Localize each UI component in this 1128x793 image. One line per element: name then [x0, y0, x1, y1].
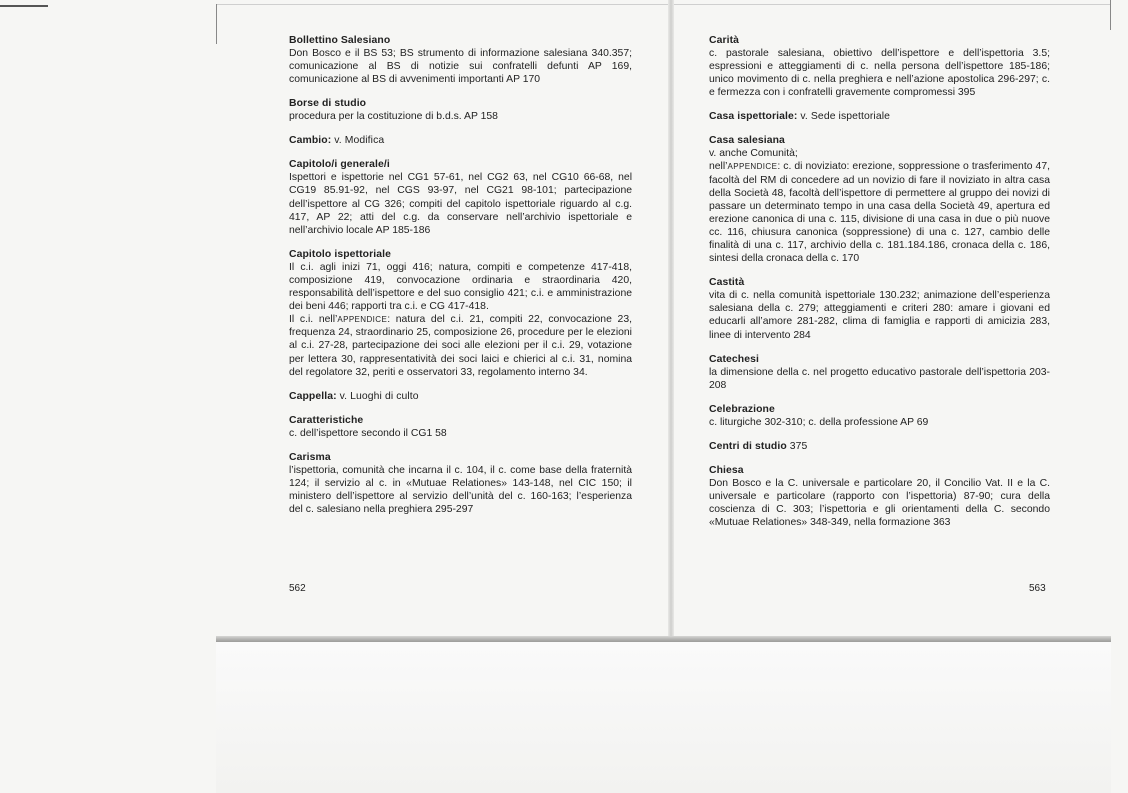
entry-body: [289, 47, 632, 86]
entry-heading: Bollettino Salesiano: [289, 35, 391, 46]
appendix-label: APPENDICE: [727, 162, 778, 172]
entry-heading: [289, 134, 632, 147]
index-entry: [289, 414, 632, 440]
entry-text: c. liturgiche 302-310; c. della professione AP 69: [709, 416, 929, 428]
entry-body: [289, 110, 632, 123]
appendix-label: APPENDICE: [337, 315, 388, 325]
entry-text: c. pastorale salesiana, obiettivo dell’ispettore e dell’ispettoria 3.5; espressioni e atteggiamenti di c. nella persona dell’ispettore 185-186; unico movimento di c. nella preghiera e nell’azione apostolica 296-297; c. e fermezza con i confratelli gravemente compromessi 395: [709, 48, 1050, 99]
entry-text: Don Bosco e il BS 53; BS strumento di informazione salesiana 340.357; comunicazione al BS di notizie sui confratelli defunti AP 169, comunicazione al BS di avvenimenti importanti AP 170: [289, 48, 632, 86]
entry-text-part: Il c.i. nell’: [289, 314, 338, 326]
entry-text: [709, 160, 1050, 265]
entry-heading-text: Cappella:: [289, 390, 337, 402]
cross-reference: v. Sede ispettoriale: [797, 111, 891, 123]
entry-body: [289, 427, 632, 440]
index-entry: [709, 403, 1050, 429]
entry-text: v. anche Comunità;: [709, 148, 798, 160]
entry-body: [709, 147, 1050, 265]
book-gutter: [668, 0, 674, 640]
page-left-edge: [216, 4, 217, 44]
entry-body: [709, 289, 1050, 341]
entry-heading-text: Casa ispettoriale:: [709, 111, 798, 123]
entry-heading: Casa salesiana: [709, 135, 785, 147]
entry-text-part: : natura del c.i. 21, compiti 22, convocazione 23, frequenza 24, straordinario 25, composizione 26, procedure per le elezioni al c.i. 27-28, partecipazione dei soci alle elezioni per il c.i. 29, votazione per lettera 30, rappresentatività dei soci laici e chierici al c.i. 31, nomina del regolatore 32, periti e osservatori 33, regolamento interno 34.: [289, 314, 632, 378]
entry-heading: [709, 440, 1050, 453]
index-entry: [289, 248, 632, 379]
entry-text: procedura per la costituzione di b.d.s. AP 158: [289, 111, 498, 123]
entry-text-part: : c. di noviziato: erezione, soppressione o trasferimento 47, facoltà del RM di concedere ad un novizio di fare il noviziato in altra casa della Società 48, facoltà dell’ispettore di permettere al gruppo dei novizi di passare un determinato tempo in una casa della Società 49, apertura ed erezione canonica di una c. 115, divisione di una casa in due o più nuove cc. 116, chiusura canonica (soppressione) di una c. 127, cambio delle finalità di una c. 117, archivio della c. 181.184.186, cronaca della c. 186, sintesi della cronaca della c. 170: [709, 161, 1050, 265]
entry-heading: Capitolo ispettoriale: [289, 248, 391, 260]
entry-heading: Carità: [709, 35, 740, 46]
index-entry: [709, 440, 1050, 453]
entry-heading: [709, 110, 1050, 123]
page-right-edge: [1110, 0, 1111, 30]
entry-text: la dimensione della c. nel progetto educativo pastorale dell’ispettoria 203-208: [709, 366, 1050, 391]
entry-text: Il c.i. agli inizi 71, oggi 416; natura, compiti e competenze 417-418, composizione 419, convocazione ordinaria e straordinaria 420, responsabilità dell’ispettore e del suo consiglio 421; c.i. e amministrazione dei beni 446; rapporti tra c.i. e CG 417-418.: [289, 261, 632, 313]
entry-body: [289, 261, 632, 379]
page-reference: 375: [786, 440, 808, 452]
entry-text: c. dell’ispettore secondo il CG1 58: [289, 427, 447, 439]
page-top-edge-left: [216, 4, 671, 5]
entry-text: Don Bosco e la C. universale e particolare 20, il Concilio Vat. II e la C. universale e particolare (rapporto con l’ispettoria) 87-90; cura della coscienza di C. 303; l’ispettoria e gli orientamenti della C. secondo «Mutuae Relationes» 348-349, nella formazione 363: [709, 477, 1050, 529]
entry-heading-text: Cambio:: [289, 135, 332, 147]
scanner-bed: [216, 642, 1111, 793]
index-entry: [289, 134, 632, 147]
entry-heading: Caratteristiche: [289, 414, 364, 426]
cross-reference: v. Modifica: [331, 135, 385, 147]
entry-text: vita di c. nella comunità ispettoriale 130.232; animazione dell’esperienza salesiana della c. 279; atteggiamenti e criteri 280: amare i giovani ed educarli all’amore 281-282, clima di famiglia e rapporti di amicizia 283, linee di intervento 284: [709, 290, 1050, 341]
index-entry: [289, 97, 632, 123]
entry-body: [289, 464, 632, 516]
entry-heading: Borse di studio: [289, 98, 367, 110]
entry-body: [289, 171, 632, 236]
cross-reference: v. Luoghi di culto: [336, 390, 419, 402]
entry-heading: Castità: [709, 277, 745, 289]
entry-body: [709, 47, 1050, 99]
entry-text: l’ispettoria, comunità che incarna il c. 104, il c. come base della fraternità 124; il servizio al c. in «Mutuae Relationes» 143-148, nel CIC 150; il ministero dell’ispettore al servizio dell’unità del c. 160-163; l’esperienza del c. salesiano nella preghiera 295-297: [289, 464, 632, 516]
entry-heading: [289, 390, 632, 403]
index-entry: [289, 34, 632, 86]
index-entry: [709, 134, 1050, 265]
page-number-right: 563: [1029, 583, 1046, 594]
entry-heading: Celebrazione: [709, 403, 775, 415]
entry-body: [709, 477, 1050, 529]
index-entry: [289, 451, 632, 516]
entry-heading: Capitolo/i generale/i: [289, 159, 390, 171]
page-number-left: 562: [289, 583, 306, 594]
index-entry: [289, 158, 632, 236]
entry-body: [709, 366, 1050, 392]
index-entry: [289, 390, 632, 403]
page-top-edge-right: [671, 4, 1111, 5]
entry-text-part: nell’: [709, 161, 728, 173]
entry-text: [289, 313, 632, 378]
right-page: [709, 34, 1050, 540]
entry-heading: Carisma: [289, 451, 331, 463]
index-entry: [709, 276, 1050, 341]
scan-edge-line: [0, 5, 48, 7]
index-entry: [709, 353, 1050, 392]
index-entry: [709, 34, 1050, 99]
index-entry: [709, 110, 1050, 123]
left-page: [289, 34, 632, 527]
entry-text: Ispettori e ispettorie nel CG1 57-61, nel CG2 63, nel CG10 66-68, nel CG19 85.91-92, nel CGS 93-97, nel CG21 98-101; partecipazione dell’ispettore al CG 326; compiti del capitolo ispettoriale riguardo al c.g. 417, AP 22; atti del c.g. da conservare nell’archivio ispettoriale e nell’archivio locale AP 185-186: [289, 172, 632, 236]
entry-heading: Chiesa: [709, 464, 744, 476]
entry-heading-text: Centri di studio: [709, 440, 787, 452]
entry-heading: Catechesi: [709, 353, 759, 365]
entry-body: [709, 416, 1050, 429]
index-entry: [709, 464, 1050, 529]
